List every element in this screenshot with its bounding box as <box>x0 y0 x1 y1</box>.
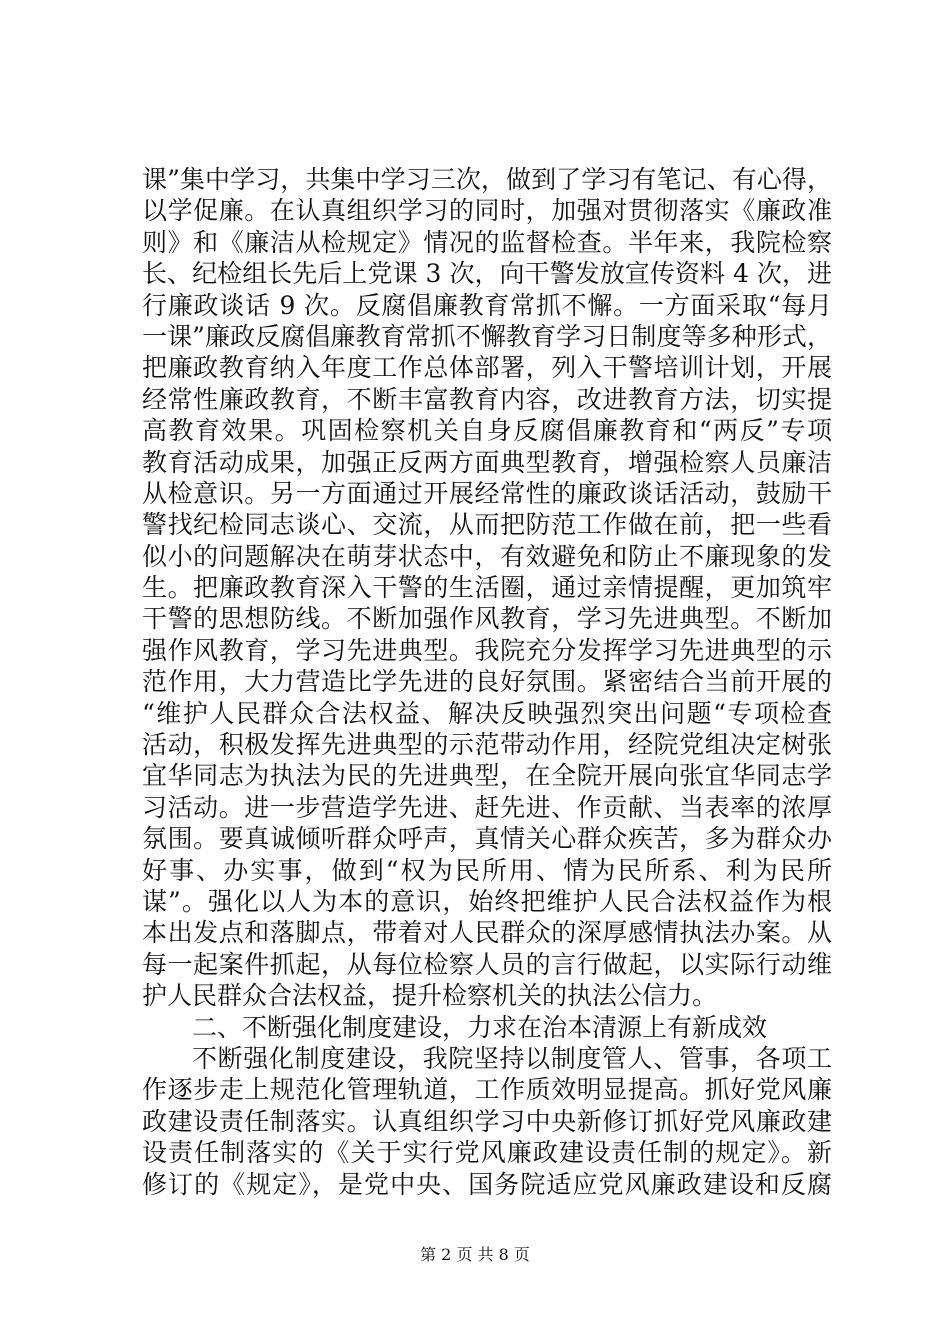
body-line: 行廉政谈话 9 次。反腐倡廉教育常抓不懈。一方面采取“每月 <box>142 290 832 320</box>
body-line: 生。把廉政教育深入干警的生活圈，通过亲情提醒，更加筑牢 <box>142 573 832 603</box>
body-line: 每一起案件抓起，从每位检察人员的言行做起，以实际行动维 <box>142 949 832 979</box>
body-line: 课”集中学习，共集中学习三次，做到了学习有笔记、有心得， <box>142 165 832 194</box>
body-line: 作逐步走上规范化管理轨道，工作质效明显提高。抓好党风廉 <box>142 1075 832 1105</box>
body-line: 干警的思想防线。不断加强作风教育，学习先进典型。不断加 <box>142 604 832 634</box>
body-line: 一课”廉政反腐倡廉教育常抓不懈教育学习日制度等多种形式， <box>142 321 832 351</box>
body-line: 宜华同志为执法为民的先进典型，在全院开展向张宜华同志学 <box>142 761 832 791</box>
body-line: 好事、办实事，做到“权为民所用、情为民所系、利为民所 <box>142 855 832 885</box>
body-line: 似小的问题解决在萌芽状态中，有效避免和防止不廉现象的发 <box>142 541 832 571</box>
body-line: 经常性廉政教育，不断丰富教育内容，改进教育方法，切实提 <box>142 384 832 414</box>
body-line: 护人民群众合法权益，提升检察机关的执法公信力。 <box>142 981 718 1011</box>
body-line: 教育活动成果，加强正反两方面典型教育，增强检察人员廉洁 <box>142 447 832 477</box>
section-heading: 二、不断强化制度建设，力求在治本清源上有新成效 <box>192 1012 768 1042</box>
body-line: 习活动。进一步营造学先进、赶先进、作贡献、当表率的浓厚 <box>142 792 832 822</box>
body-line: 不断强化制度建设，我院坚持以制度管人、管事，各项工 <box>192 1043 832 1073</box>
body-line: 氛围。要真诚倾听群众呼声，真情关心群众疾苦，多为群众办 <box>142 824 832 854</box>
body-line: 范作用，大力营造比学先进的良好氛围。紧密结合当前开展的 <box>142 667 832 697</box>
body-line: 活动，积极发挥先进典型的示范带动作用，经院党组决定树张 <box>142 730 832 760</box>
body-line: 警找纪检同志谈心、交流，从而把防范工作做在前，把一些看 <box>142 510 832 540</box>
body-line: 把廉政教育纳入年度工作总体部署，列入干警培训计划，开展 <box>142 353 832 383</box>
body-line: 谋”。强化以人为本的意识，始终把维护人民合法权益作为根 <box>142 886 832 916</box>
body-line: 则》和《廉洁从检规定》情况的监督检查。半年来，我院检察 <box>142 227 832 257</box>
document-body <box>142 164 832 1200</box>
page-number-footer: 第 2 页 共 8 页 <box>420 1245 530 1264</box>
body-line: 政建设责任制落实。认真组织学习中央新修订抓好党风廉政建 <box>142 1106 832 1136</box>
body-line: 高教育效果。巩固检察机关自身反腐倡廉教育和“两反”专项 <box>142 416 832 446</box>
body-line: 修订的《规定》，是党中央、国务院适应党风廉政建设和反腐 <box>142 1169 832 1199</box>
body-line: 长、纪检组长先后上党课 3 次，向干警发放宣传资料 4 次，进 <box>142 259 832 289</box>
body-line: 从检意识。另一方面通过开展经常性的廉政谈话活动，鼓励干 <box>142 478 832 508</box>
body-line: 本出发点和落脚点，带着对人民群众的深厚感情执法办案。从 <box>142 918 832 948</box>
body-line: “维护人民群众合法权益、解决反映强烈突出问题“专项检查 <box>142 698 832 728</box>
body-line: 以学促廉。在认真组织学习的同时，加强对贯彻落实《廉政准 <box>142 196 832 226</box>
body-line: 设责任制落实的《关于实行党风廉政建设责任制的规定》。新 <box>142 1138 832 1168</box>
body-line: 强作风教育，学习先进典型。我院充分发挥学习先进典型的示 <box>142 635 832 665</box>
